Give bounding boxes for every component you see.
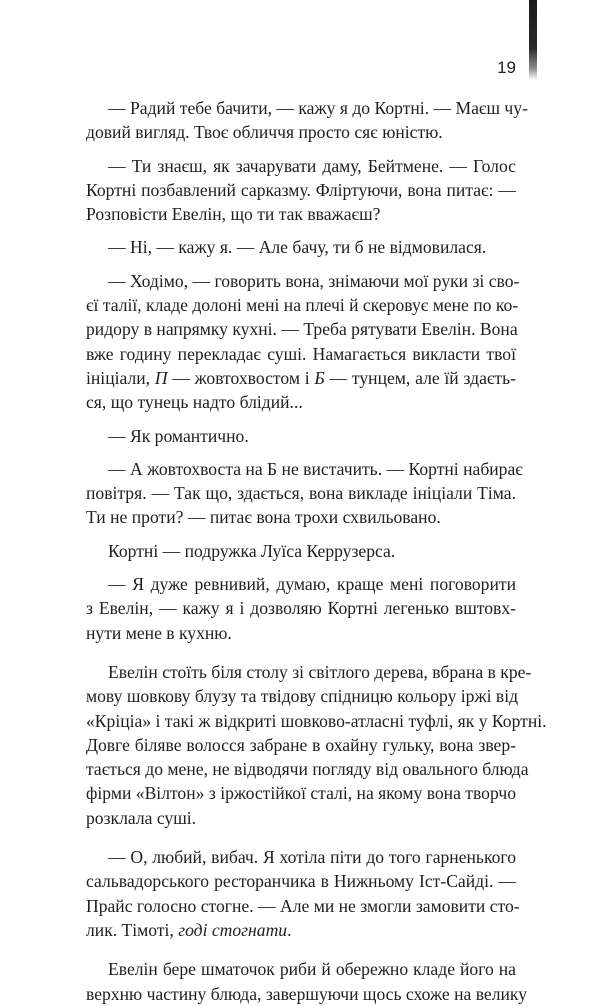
text-line: довий вигляд. Твоє обличчя просто сяє юністю. — [86, 122, 443, 143]
text-line: повітря. — Так що, здається, вона викладе ініціали Тіма. — [86, 483, 516, 504]
text-line: Евелін стоїть біля столу зі світлого дерева, вбрана в кре- — [108, 661, 532, 682]
text-line: — Ходімо, — говорить вона, знімаючи мої руки зі сво- — [108, 270, 520, 291]
text-line: — Радий тебе бачити, — кажу я до Кортні. — Маєш чу- — [108, 98, 528, 118]
text-line: верхню частину блюда, завершуючи щось схоже на велику — [86, 983, 528, 1004]
text-line: єї талії, кладе долоні мені на плечі й скеровує мене по ко- — [86, 295, 519, 316]
text-line: вже годину перекладає суші. Намагається викласти твої — [86, 343, 516, 364]
text-line: сальвадорського ресторанчика в Нижньому Іст-Сайді. — — [86, 871, 516, 892]
text-line: фірми «Вілтон» з іржостійкої сталі, на якому вона творчо — [86, 783, 516, 804]
italic-letter: Б — [314, 367, 325, 388]
body-text — [86, 96, 547, 1006]
text-line: Прайс голосно стогне. — Але ми не змогли замовити сто- — [86, 895, 520, 916]
text-line: — Я дуже ревнивий, думаю, краще мені поговорити — [108, 574, 516, 595]
text-line: з Евелін, — кажу я і дозволяю Кортні легенько вштовх- — [86, 598, 516, 619]
text-line: — О, любий, вибач. Я хотіла піти до того гарненького — [108, 847, 516, 868]
text-line: — Як романтично. — [108, 425, 249, 446]
text-fragment: — тунцем, але їй здаєть- — [324, 367, 517, 388]
text-line-with-italics — [86, 918, 516, 942]
text-line: Розповісти Евелін, що ти так вважаєш? — [86, 204, 381, 225]
text-line: — Ти знаєш, як зачарувати даму, Бейтмене. — Голос — [108, 155, 516, 176]
text-line: ридору в напрямку кухні. — Треба рятувати Евелін. Вона — [86, 319, 518, 340]
italic-phrase: годі стогнати — [178, 919, 288, 940]
text-line: Кортні позбавлений сарказму. Фліртуючи, вона питає: — — [86, 179, 516, 200]
page-number: 19 — [497, 58, 516, 77]
text-fragment: . — [287, 919, 292, 940]
text-line: розклала суші. — [86, 807, 197, 828]
text-line: мову шовкову блузу та твідову спідницю кольору іржі від — [86, 686, 519, 707]
text-line: нути мене в кухню. — [86, 622, 232, 643]
text-line: — Ні, — кажу я. — Але бачу, ти б не відмовилася. — [108, 237, 487, 258]
italic-letter: П — [154, 367, 168, 388]
text-line: ся, що тунець надто блідий... — [86, 392, 303, 413]
text-line: Довге біляве волосся забране в охайну гульку, вона звер- — [86, 734, 516, 755]
text-line: «Кріціа» і такі ж відкриті шовково-атласні туфлі, як у Кортні. — [86, 710, 547, 731]
text-fragment: лик. Тімоті, — [86, 919, 179, 940]
text-fragment: — жовтохвостом і — [167, 367, 315, 388]
page-edge-bar — [529, 0, 537, 80]
text-line: тається до мене, не відводячи погляду від овального блюда — [86, 759, 529, 780]
text-line: Кортні — подружка Луїса Керрузерса. — [108, 540, 396, 561]
text-line-with-italics — [86, 366, 516, 390]
text-line: — А жовтохвоста на Б не вистачить. — Кортні набирає — [108, 458, 523, 479]
text-fragment: ініціали, — [86, 367, 155, 388]
text-line: Ти не проти? — питає вона трохи схвильовано. — [86, 507, 441, 528]
text-line: Евелін бере шматочок риби й обережно кладе його на — [108, 959, 516, 980]
